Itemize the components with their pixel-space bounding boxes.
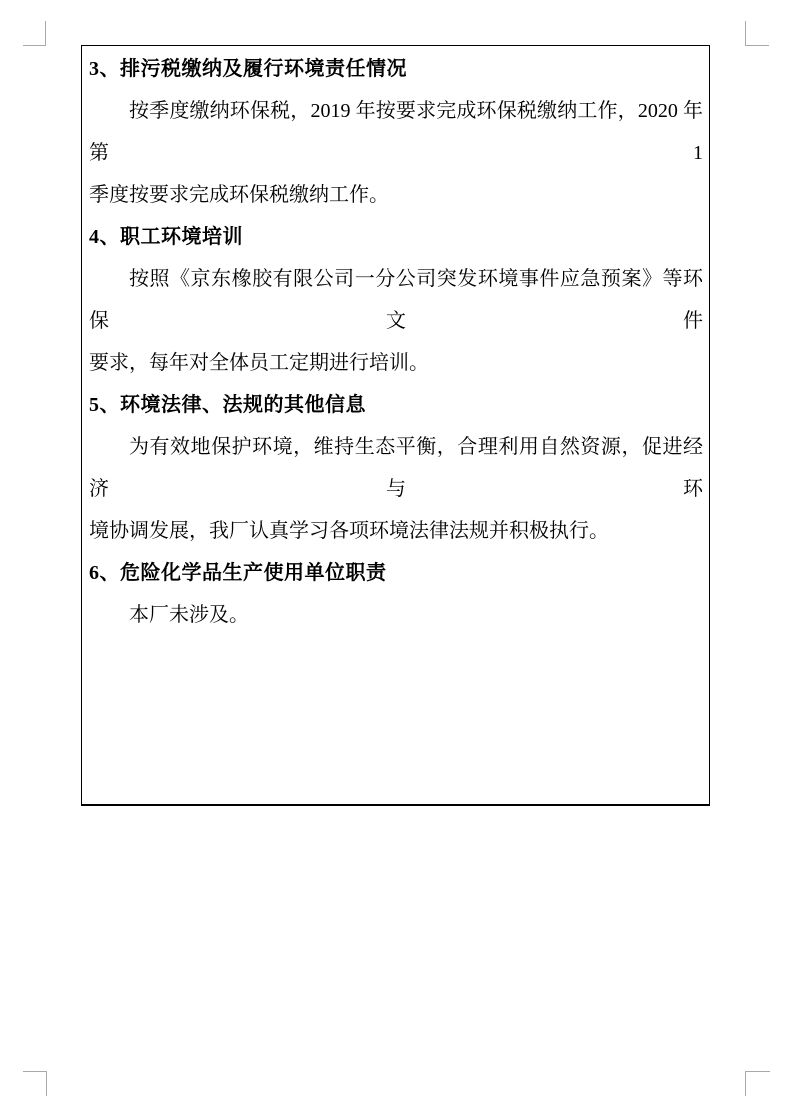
paragraph-line: 为有效地保护环境，维持生态平衡，合理利用自然资源，促进经济与环 — [89, 436, 703, 500]
paragraph-line: 本厂未涉及。 — [129, 604, 249, 626]
crop-mark-bottom-left-icon — [23, 1071, 47, 1096]
crop-mark-top-left-icon — [23, 21, 46, 46]
crop-mark-bottom-right-icon — [745, 1071, 770, 1096]
paragraph-line: 季度按要求完成环保税缴纳工作。 — [89, 184, 389, 206]
section-4 — [89, 216, 703, 384]
paragraph-line: 按照《京东橡胶有限公司一分公司突发环境事件应急预案》等环保文件 — [89, 268, 703, 332]
section-3-heading: 3、排污税缴纳及履行环境责任情况 — [89, 58, 407, 80]
crop-mark-top-right-icon — [745, 21, 769, 46]
section-5 — [89, 384, 703, 552]
paragraph-line: 按季度缴纳环保税，2019 年按要求完成环保税缴纳工作，2020 年第 1 — [89, 100, 703, 164]
paragraph-line: 境协调发展，我厂认真学习各项环境法律法规并积极执行。 — [89, 520, 609, 542]
section-6 — [89, 552, 703, 636]
section-4-heading: 4、职工环境培训 — [89, 226, 243, 248]
paragraph-line: 要求，每年对全体员工定期进行培训。 — [89, 352, 429, 374]
table-cell — [81, 45, 710, 806]
section-5-heading: 5、环境法律、法规的其他信息 — [89, 394, 366, 416]
section-6-heading: 6、危险化学品生产使用单位职责 — [89, 562, 387, 584]
section-3 — [89, 48, 703, 216]
